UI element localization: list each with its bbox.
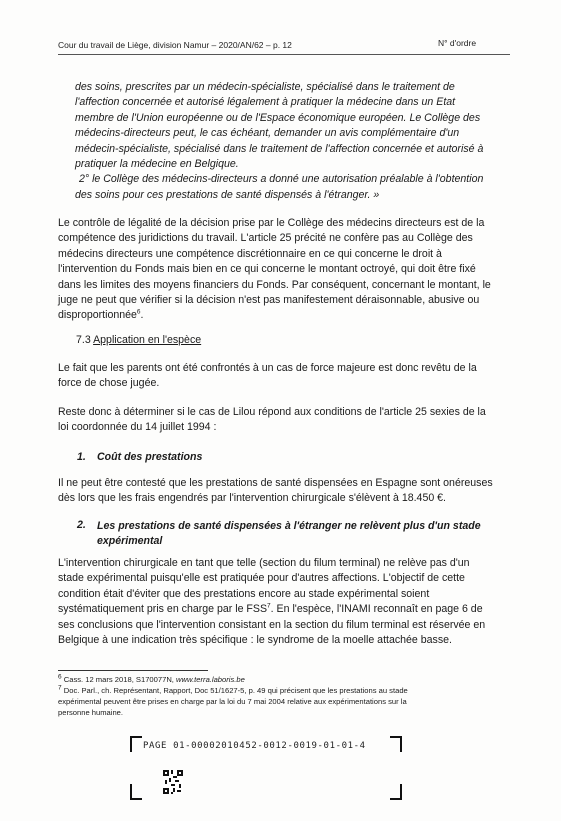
section-title: Application en l'espèce — [93, 334, 202, 346]
text-line: Il ne peut être contesté que les prestations de santé dispensées en Espagne sont onéreuses — [58, 477, 493, 489]
qr-code-icon — [163, 770, 183, 794]
quote-line: médecins-directeurs peut, le cas échéant, demander un avis complémentaire d'un — [75, 127, 460, 140]
footnote-line: expérimental peuvent être prises en charge par la loi du 7 mai 2004 relative aux expérimentations sur la — [58, 696, 407, 706]
text-line — [58, 602, 520, 617]
section-heading — [76, 334, 201, 346]
text-fragment: . En l'espèce, l'INAMI reconnaît en page 6 de — [270, 603, 483, 616]
quote-line: 2° le Collège des médecins-directeurs a donné une autorisation préalable à l'obtention — [79, 173, 484, 186]
page-header-court: Cour du travail de Liège, division Namur – 2020/AN/62 – p. 12 — [58, 40, 292, 50]
text-line: disproportionnée$^6$. — [58, 308, 144, 322]
text-line: juge ne peut que vérifier si la décision n'est pas manifestement déraisonnable, abusive ou — [58, 294, 480, 307]
text-line: ses conclusions que l'intervention consistant en la section du filum terminal est réservée en — [58, 618, 486, 631]
footnote-ref-7[interactable]: 7 — [267, 602, 271, 610]
quote-line: des soins pour ces prestations de santé dispensés à l'étranger. » — [75, 188, 380, 201]
header-divider — [58, 54, 510, 55]
scan-corner-bottom-right — [390, 784, 402, 800]
section-number: 7.3 — [76, 334, 94, 346]
text-line: L'intervention chirurgicale en tant que telle (section du filum terminal) ne relève pas d'un — [58, 557, 470, 569]
subheading-1-title: Coût des prestations — [97, 451, 203, 463]
quoted-article — [75, 80, 520, 203]
footnote-line: personne humaine. — [58, 707, 124, 717]
scan-corner-top-left — [130, 736, 142, 752]
text-line: loi coordonnée du 14 juillet 1994 : — [58, 421, 217, 434]
footnote-text: Doc. Parl., ch. Représentant, Rapport, Doc 51/1627-5, p. 49 qui précisent que les prestations au stade — [61, 686, 408, 695]
subheading-2-number: 2. — [77, 519, 86, 531]
text-line: stade expérimental puisqu'elle est pratiquée pour d'autres affections. L'objectif de cette — [58, 572, 465, 585]
text-line: Reste donc à déterminer si le cas de Lilou répond aux conditions de l'article 25 sexies de la — [58, 406, 486, 418]
subheading-line: Les prestations de santé dispensées à l'étranger ne relèvent plus d'un stade — [97, 520, 481, 532]
text-line: Le fait que les parents ont été confrontés à un cas de force majeure est donc revêtu de la — [58, 362, 477, 374]
quote-line: l'affection concernée et autorisé légalement à pratiquer la médecine dans un Etat — [75, 96, 456, 109]
text-line: médecins directeurs une compétence discrétionnaire en ce qui concerne le droit à — [58, 247, 442, 260]
footnote-separator — [58, 670, 208, 671]
text-line: force de chose jugée. — [58, 377, 160, 390]
footnote-ref-6[interactable]: 6 — [136, 308, 141, 316]
text-line: Le contrôle de légalité de la décision prise par le Collège des médecins directeurs est de la — [58, 217, 485, 229]
text-line: l'intervention du Fonds mais bien en ce qui concerne le montant octroyé, qui doit être fixé — [58, 263, 476, 276]
footnote-line — [58, 686, 520, 697]
text-line: dans les limites des moyens financiers du Fonds. Par conséquent, concernant le montant, le — [58, 278, 491, 291]
text-line: dès lors que les frais engendrés par l'intervention chirurgicale s'élèvent à 18.450 €. — [58, 492, 447, 505]
text-line: Belgique à une indication très spécifique : le syndrome de la moelle attachée basse. — [58, 634, 452, 647]
footnote-number: 6 — [58, 673, 62, 681]
paragraph-remaining-question — [58, 405, 520, 436]
footnote-link[interactable]: www.terra.laboris.be — [176, 675, 245, 684]
text-line: condition était d'éviter que des prestations encore au stade expérimental soient — [58, 587, 430, 600]
text-line: compétence des juridictions du travail. L'article 25 précité ne confère pas au Collège des — [58, 232, 473, 245]
paragraph-cost — [58, 476, 520, 507]
subheading-2-title — [97, 519, 520, 550]
paragraph-legality-control — [58, 216, 520, 324]
quote-line: membre de l'Union européenne ou de l'Espace économique européen. Le Collège des — [75, 111, 481, 124]
text-fragment: systématiquement pris en charge par le FSS — [58, 603, 268, 616]
footnote-6 — [58, 675, 520, 686]
footnote-text: Cass. 12 mars 2018, S170077N, — [61, 675, 177, 684]
footnote-number: 7 — [58, 684, 62, 692]
order-number-label: N° d'ordre — [438, 38, 477, 48]
quote-line: des soins, prescrites par un médecin-spécialiste, spécialisé dans le traitement de — [75, 81, 455, 93]
paragraph-force-majeure — [58, 361, 520, 392]
text-fragment: disproportionnée — [58, 309, 137, 322]
quote-line: pratiquer la médecine en Belgique. — [75, 158, 239, 171]
subheading-line: expérimental — [97, 535, 163, 548]
subheading-1-number: 1. — [77, 451, 86, 463]
scan-corner-top-right — [390, 736, 402, 752]
paragraph-experimental-stage — [58, 556, 520, 648]
footnote-7 — [58, 686, 520, 718]
page-identifier: PAGE 01-00002010452-0012-0019-01-01-4 — [143, 741, 366, 751]
scan-corner-bottom-left — [130, 784, 142, 800]
quote-line: médecin-spécialiste, spécialisé dans le traitement de l'affection concernée et autorisé à — [75, 142, 484, 155]
